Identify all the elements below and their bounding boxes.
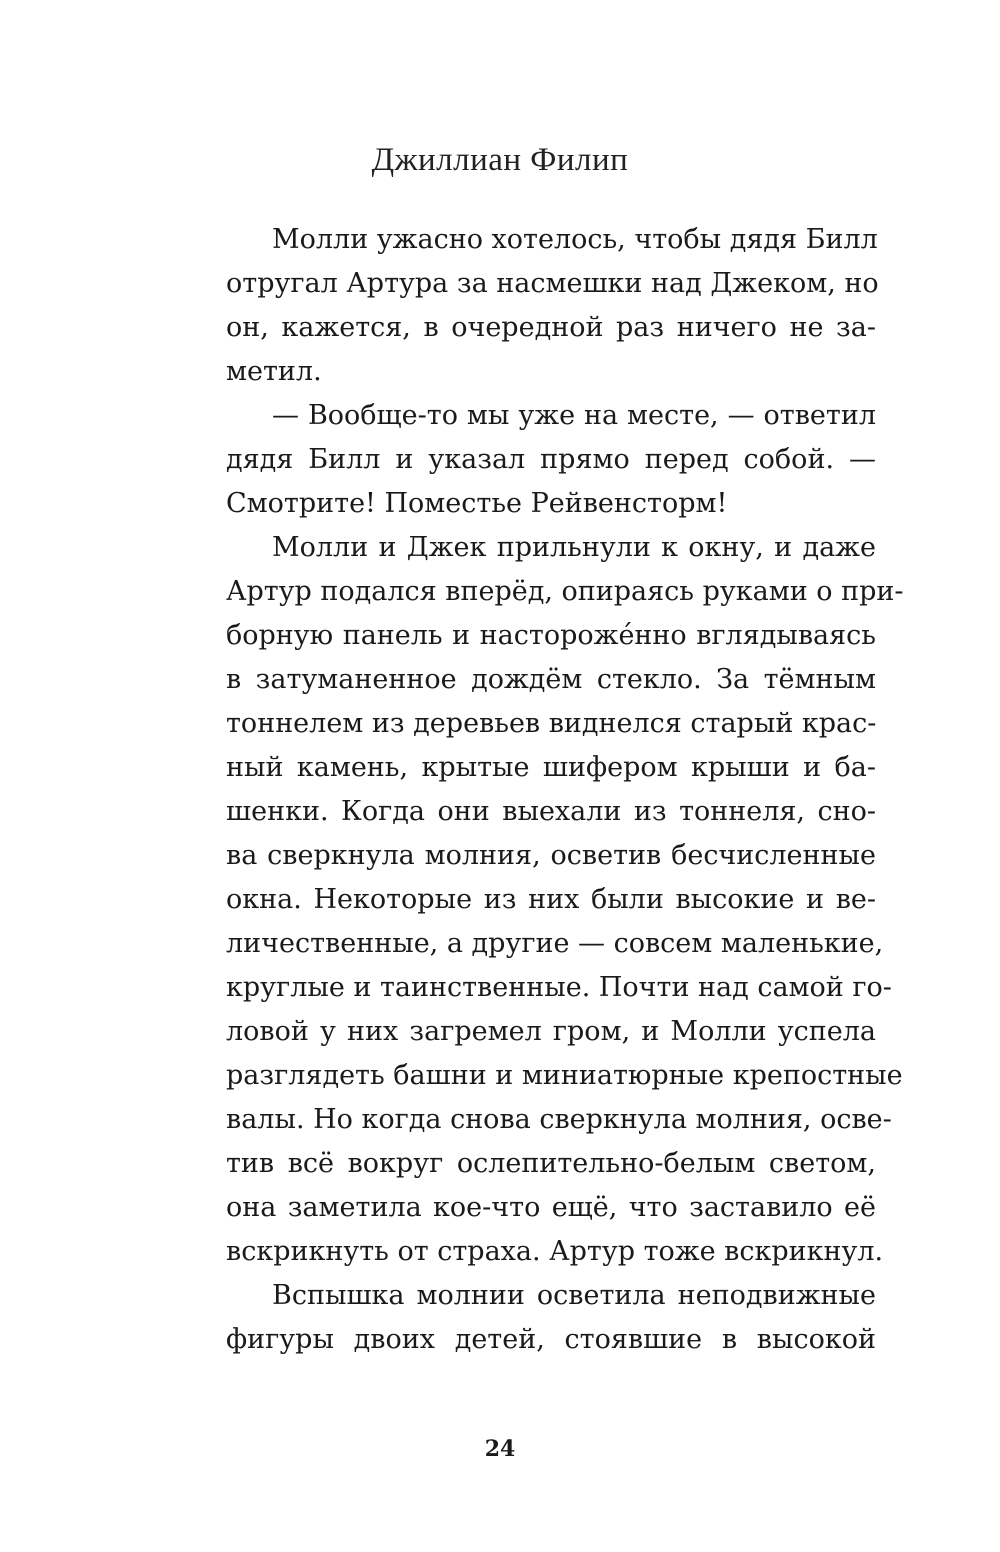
text-line: ный камень, крытые шифером крыши и ба-	[226, 752, 876, 783]
text-line: ва сверкнула молния, осветив бесчисленные	[226, 840, 876, 871]
text-line: Молли и Джек прильнули к окну, и даже	[272, 532, 876, 563]
text-line: ловой у них загремел гром, и Молли успела	[226, 1016, 876, 1047]
text-line: дядя Билл и указал прямо перед собой. —	[226, 444, 876, 475]
text-line: он, кажется, в очередной раз ничего не за-	[226, 312, 876, 343]
text-line: борную панель и настороже́нно вглядываясь	[226, 620, 876, 651]
text-line: личественные, а другие — совсем маленькие,	[226, 928, 884, 959]
text-line: фигуры двоих детей, стоявшие в высокой	[226, 1324, 876, 1355]
text-line: Смотрите! Поместье Рейвенсторм!	[226, 488, 728, 519]
text-line: тоннелем из деревьев виднелся старый крас-	[226, 708, 877, 739]
text-line: тив всё вокруг ослепительно-белым светом,	[226, 1148, 876, 1179]
text-line: Молли ужасно хотелось, чтобы дядя Билл	[272, 224, 878, 255]
text-line: в затуманенное дождём стекло. За тёмным	[226, 664, 876, 695]
text-line: метил.	[226, 356, 322, 387]
text-line: Артур подался вперёд, опираясь руками о при-	[226, 576, 904, 607]
text-line: Вспышка молнии осветила неподвижные	[272, 1280, 876, 1311]
text-line: круглые и таинственные. Почти над самой го-	[226, 972, 892, 1003]
running-header-author: Джиллиан Филип	[371, 142, 629, 178]
text-line: — Вообще-то мы уже на месте, — ответил	[272, 400, 876, 431]
text-line: шенки. Когда они выехали из тоннеля, сно-	[226, 796, 876, 827]
body-text	[226, 218, 904, 1362]
page-number: 24	[484, 1436, 516, 1462]
text-line: разглядеть башни и миниатюрные крепостные	[226, 1060, 903, 1091]
text-line: вскрикнуть от страха. Артур тоже вскрикнул.	[226, 1236, 884, 1267]
text-line: отругал Артура за насмешки над Джеком, но	[226, 268, 879, 299]
text-line: валы. Но когда снова сверкнула молния, осве-	[226, 1104, 892, 1135]
text-line: она заметила кое-что ещё, что заставило её	[226, 1192, 876, 1223]
text-line: окна. Некоторые из них были высокие и ве-	[226, 884, 876, 915]
